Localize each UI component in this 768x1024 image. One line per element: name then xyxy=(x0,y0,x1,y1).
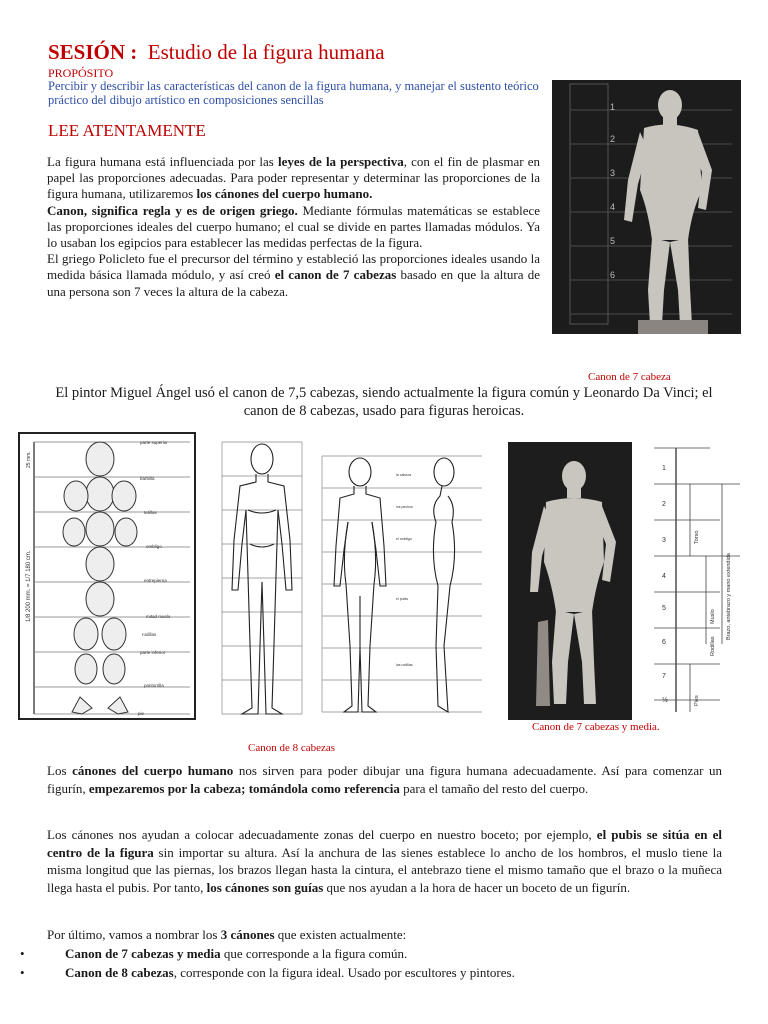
session-title xyxy=(48,40,385,65)
canon-8-male-figure xyxy=(212,440,312,720)
svg-text:pantorrilla: pantorrilla xyxy=(144,683,164,688)
canon-8-male-svg xyxy=(212,440,312,720)
svg-text:3: 3 xyxy=(662,537,666,544)
proportion-chart-left xyxy=(18,432,196,720)
statue-photo-bottom xyxy=(508,442,632,720)
svg-text:tetillas: tetillas xyxy=(144,510,157,515)
statue-bottom-svg xyxy=(508,442,632,720)
svg-text:6: 6 xyxy=(662,639,666,646)
svg-text:2: 2 xyxy=(610,134,616,144)
statue-top-svg xyxy=(552,80,741,334)
svg-text:Rodillas: Rodillas xyxy=(710,636,716,656)
purpose-text: Percibir y describir las características del canon de la figura humana, y manejar el sustento teórico práctico del dibujo artístico en composiciones sencillas xyxy=(48,79,539,107)
body-paragraph-2: Los cánones nos ayudan a colocar adecuadamente zonas del cuerpo en nuestro boceto; por ejemplo, el pubis se sitúa en el centro de la figura sin importar su altura. Así la anchura de las sienes establece lo ancho de los hombros, el muslo tiene la misma longitud que las piernas, los brazos llegan hasta la cintura, el antebrazo tiene el mismo tamaño que el brazo o la muñeca llega hasta el pubis. Por tanto, los cánones son guías que nos ayudan a la hora de hacer un boceto de un figurín. xyxy=(47,827,723,895)
svg-text:1: 1 xyxy=(662,465,666,472)
ruler-chart xyxy=(650,444,742,716)
svg-text:25 mm.: 25 mm. xyxy=(26,451,32,468)
svg-text:el ombligo: el ombligo xyxy=(396,537,412,541)
svg-text:parte inferior: parte inferior xyxy=(140,650,166,655)
intro-paragraph-3: El griego Policleto fue el precursor del término y estableció las proporciones ideales usando la medida básica llamada módulo, y así creó el canon de 7 cabezas basado en que la altura de una persona son 7 veces la altura de la cabeza. xyxy=(47,251,540,299)
list-item: • Canon de 7 cabezas y media que corresponde a la figura común. xyxy=(20,946,408,961)
statue-photo-top xyxy=(552,80,741,334)
svg-text:Pies: Pies xyxy=(694,695,700,706)
body-paragraph-3: Por último, vamos a nombrar los 3 cánones que existen actualmente: xyxy=(47,927,407,942)
svg-text:rodillas: rodillas xyxy=(142,632,157,637)
svg-text:las rodillas: las rodillas xyxy=(396,663,413,667)
svg-text:barbilla: barbilla xyxy=(140,476,155,481)
list-item: • Canon de 8 cabezas, corresponde con la figura ideal. Usado por escultores y pintores. xyxy=(20,965,515,980)
purpose-label: PROPÓSITO xyxy=(48,66,114,80)
svg-text:los pechos: los pechos xyxy=(396,505,413,509)
canon-8-female-figure xyxy=(318,446,486,720)
proportion-chart-left-svg xyxy=(18,432,196,720)
svg-text:la cabeza: la cabeza xyxy=(396,473,411,477)
body-paragraph-1: Los cánones del cuerpo humano nos sirven para poder dibujar una figura humana adecuadamente. Así para comenzar un figurín, empezaremos por la cabeza; tomándola como referencia para el tamaño del resto del cuerpo. xyxy=(47,763,723,796)
intro-paragraph-1: La figura humana está influenciada por las leyes de la perspectiva, con el fin de plasmar en papel las proporciones adecuadas. Para poder representar y determinar las proporciones de la figura humana, utilizaremos los cánones del cuerpo humano. xyxy=(47,154,540,202)
ruler-numbers xyxy=(662,465,668,704)
svg-text:4: 4 xyxy=(662,573,666,580)
intro-paragraph-2: Canon, significa regla y es de origen griego. Mediante fórmulas matemáticas se establece las proporciones ideales del cuerpo humano; el cual se divide en partes llamadas módulos. Ya lo usaban los egipcios para establecer las medidas perfectas de la figura. xyxy=(47,202,541,251)
svg-text:2: 2 xyxy=(662,501,666,508)
svg-text:parte superior: parte superior xyxy=(140,440,168,445)
svg-text:3: 3 xyxy=(610,168,616,178)
caption-seven-half: Canon de 7 cabezas y media. xyxy=(532,721,660,733)
session-label: SESIÓN : xyxy=(48,40,138,64)
caption-statue-top: Canon de 7 cabeza xyxy=(588,371,671,383)
svg-text:5: 5 xyxy=(610,236,616,246)
session-name: Estudio de la figura humana xyxy=(147,40,385,64)
svg-text:4: 4 xyxy=(610,202,616,212)
svg-text:Torso: Torso xyxy=(694,530,700,544)
svg-text:entrepierna: entrepierna xyxy=(144,578,167,583)
bullet-icon: • xyxy=(20,965,25,980)
intro-text xyxy=(47,154,540,300)
caption-eight-heads: Canon de 8 cabezas xyxy=(248,742,336,754)
svg-text:7: 7 xyxy=(662,673,666,680)
canon-list xyxy=(18,944,718,982)
svg-text:Brazo, antebrazo y mano extend: Brazo, antebrazo y mano extendida xyxy=(726,553,732,640)
svg-text:pie: pie xyxy=(138,711,145,716)
read-heading: LEE ATENTAMENTE xyxy=(48,121,206,140)
bullet-icon: • xyxy=(20,946,25,961)
svg-text:6: 6 xyxy=(610,270,616,280)
svg-text:mitad muslo: mitad muslo xyxy=(146,614,171,619)
ruler-chart-svg xyxy=(650,444,742,716)
center-statement: El pintor Miguel Ángel usó el canon de 7,5 cabezas, siendo actualmente la figura común y Leonardo Da Vinci; el canon de 8 cabezas, usado para figuras heroicas. xyxy=(55,385,713,419)
canon-8-female-svg xyxy=(318,446,486,720)
svg-text:ombligo: ombligo xyxy=(146,544,162,549)
svg-text:el pubis: el pubis xyxy=(396,597,409,601)
svg-text:½: ½ xyxy=(662,697,668,704)
svg-text:1/8 200 mm. = 1/7 180 cm.: 1/8 200 mm. = 1/7 180 cm. xyxy=(26,550,32,622)
svg-text:5: 5 xyxy=(662,605,666,612)
svg-text:1: 1 xyxy=(610,102,616,112)
svg-text:Muslo: Muslo xyxy=(710,609,716,624)
